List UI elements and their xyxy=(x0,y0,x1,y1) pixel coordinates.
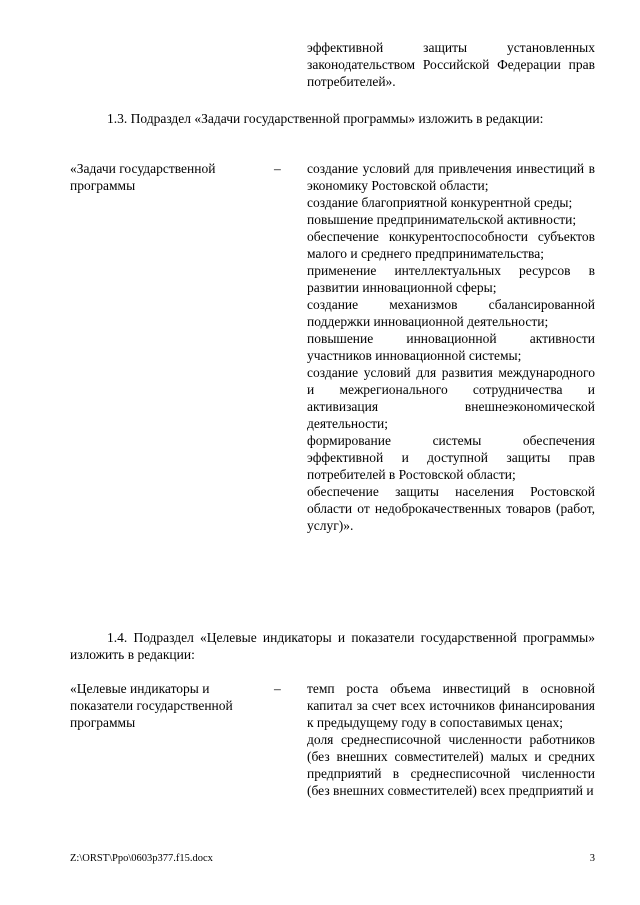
section-1-4-list xyxy=(307,680,595,799)
section-1-4-label: «Целевые индикаторы и показатели государственной программы xyxy=(70,681,233,730)
footer-page-number: 3 xyxy=(589,853,595,864)
section-1-3-intro: 1.3. Подраздел «Задачи государственной программы» изложить в редакции: xyxy=(107,111,544,126)
section-1-3-list xyxy=(307,160,595,534)
list-item: формирование системы обеспечения эффективной и доступной защиты прав потребителей в Ростовской области; xyxy=(307,433,595,482)
section-1-3-label: «Задачи государственной программы xyxy=(70,161,216,193)
list-item: создание благоприятной конкурентной среды; xyxy=(307,195,573,210)
continuation-text: эффективной защиты установленных законодательством Российской Федерации прав потребителей». xyxy=(307,40,595,89)
list-item: темп роста объема инвестиций в основной капитал за счет всех источников финансирования к предыдущему году в сопоставимых ценах; xyxy=(307,681,595,730)
list-item: обеспечение конкурентоспособности субъектов малого и среднего предпринимательства; xyxy=(307,229,595,261)
list-item: обеспечение защиты населения Ростовской области от недоброкачественных товаров (работ, услуг)». xyxy=(307,484,595,533)
list-item: повышение инновационной активности участников инновационной системы; xyxy=(307,331,595,363)
list-item: применение интеллектуальных ресурсов в развитии инновационной сферы; xyxy=(307,263,595,295)
section-1-4-dash: – xyxy=(274,681,281,696)
list-item: создание условий для развития международного и межрегионального сотрудничества и активизация внешнеэкономической деятельности; xyxy=(307,365,595,431)
section-1-4-intro: 1.4. Подраздел «Целевые индикаторы и показатели государственной программы» изложить в редакции: xyxy=(70,630,595,662)
section-1-3-dash: – xyxy=(274,161,281,176)
list-item: доля среднесписочной численности работников (без внешних совместителей) малых и средних предприятий в среднесписочной численности (без внешних совместителей) всех предприятий и xyxy=(307,732,595,798)
list-item: создание механизмов сбалансированной поддержки инновационной деятельности; xyxy=(307,297,595,329)
list-item: повышение предпринимательской активности; xyxy=(307,212,577,227)
list-item: создание условий для привлечения инвестиций в экономику Ростовской области; xyxy=(307,161,595,193)
footer-file-path: Z:\ORST\Ppo\0603p377.f15.docx xyxy=(70,853,213,864)
